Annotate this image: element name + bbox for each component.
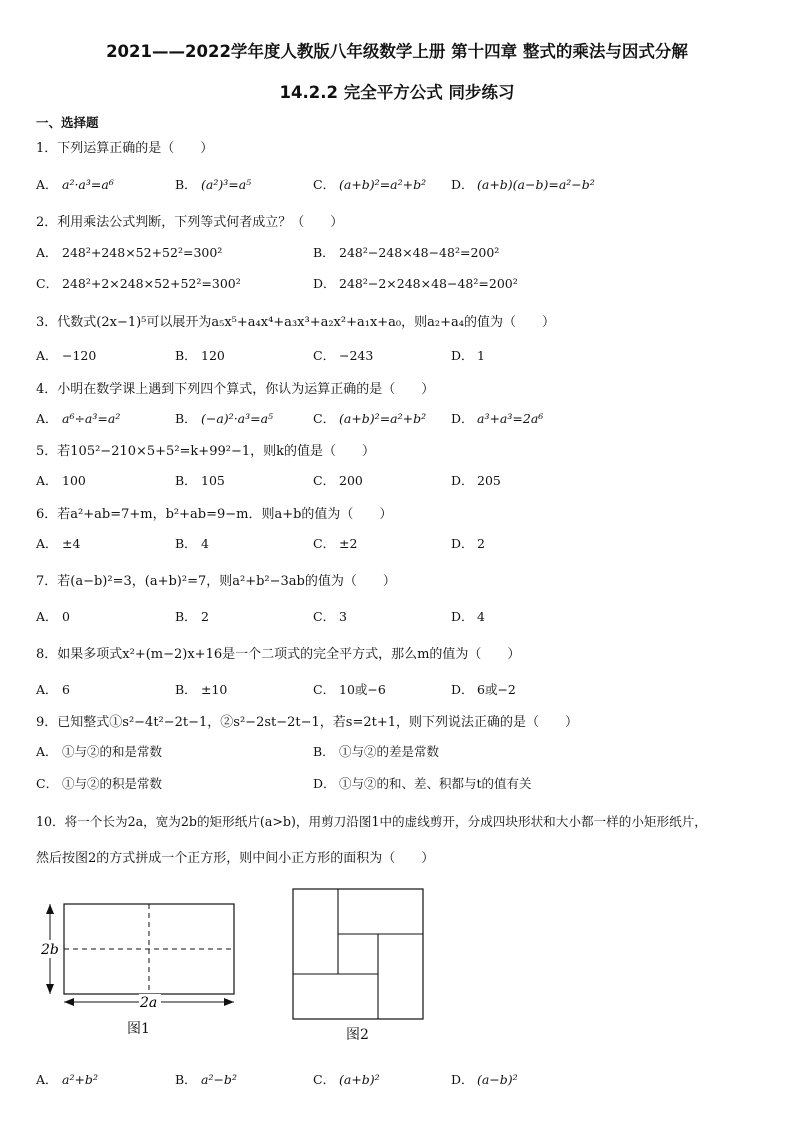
question-9-option-c: C． ①与②的积是常数 [36, 776, 163, 791]
question-8-option-c: C． 10或−6 [313, 682, 386, 697]
question-2-option-c: C． 248²+2×248×52+52²=300² [36, 276, 241, 291]
figure-2-outer-square [293, 889, 423, 1019]
question-3-option-b: B． 120 [175, 348, 225, 363]
figure-1-diagram [40, 890, 250, 1020]
question-4-stem: 4．小明在数学课上遇到下列四个算式，你认为运算正确的是（ ） [36, 382, 435, 397]
question-1-option-d: D． (a+b)(a−b)=a²−b² [451, 177, 595, 192]
question-6-option-c: C． ±2 [313, 536, 358, 551]
question-10-option-b: B． a²−b² [175, 1072, 237, 1087]
question-2-option-a: A． 248²+248×52+52²=300² [36, 245, 223, 260]
question-7-option-c: C． 3 [313, 609, 347, 624]
question-6-stem: 6．若a²+ab=7+m，b²+ab=9−m．则a+b的值为（ ） [36, 507, 393, 522]
question-7-option-d: D． 4 [451, 609, 485, 624]
question-5-stem: 5．若105²−210×5+5²=k+99²−1，则k的值是（ ） [36, 444, 375, 459]
figure-1-height-arrow-bottom [46, 984, 54, 994]
question-10-option-d: D． (a−b)² [451, 1072, 518, 1087]
question-6-option-d: D． 2 [451, 536, 485, 551]
question-3-option-a: A． −120 [36, 348, 97, 363]
question-5-option-b: B． 105 [175, 473, 225, 488]
question-8-option-a: A． 6 [36, 682, 70, 697]
figure-1-height-arrow-top [46, 904, 54, 914]
question-6-option-a: A． ±4 [36, 536, 81, 551]
question-3-option-d: D． 1 [451, 348, 485, 363]
question-3-stem: 3．代数式(2x−1)⁵可以展开为a₅x⁵+a₄x⁴+a₃x³+a₂x²+a₁x+a₀，则a₂+a₄的值为（ ） [36, 315, 555, 330]
question-3-option-c: C． −243 [313, 348, 374, 363]
question-1-option-b: B． (a²)³=a⁵ [175, 177, 252, 192]
question-10-option-a: A． a²+b² [36, 1072, 98, 1087]
question-10-option-c: C． (a+b)² [313, 1072, 380, 1087]
question-9-option-a: A． ①与②的和是常数 [36, 744, 163, 759]
question-8-option-d: D． 6或−2 [451, 682, 516, 697]
question-2-option-b: B． 248²−248×48−48²=200² [313, 245, 500, 260]
figure-1-caption: 图1 [127, 1021, 150, 1037]
question-4-option-a: A． a⁶÷a³=a² [36, 411, 121, 426]
question-4-option-d: D． a³+a³=2a⁶ [451, 411, 544, 426]
question-7-option-a: A． 0 [36, 609, 70, 624]
question-2-option-d: D． 248²−2×248×48−48²=200² [313, 276, 518, 291]
question-9-option-d: D． ①与②的和、差、积都与t的值有关 [313, 776, 532, 791]
question-9-option-b: B． ①与②的差是常数 [313, 744, 440, 759]
question-8-option-b: B． ±10 [175, 682, 228, 697]
question-5-option-d: D． 205 [451, 473, 501, 488]
question-8-stem: 8．如果多项式x²+(m−2)x+16是一个二项式的完全平方式，那么m的值为（ ） [36, 647, 521, 662]
question-4-option-c: C． (a+b)²=a²+b² [313, 411, 427, 426]
figure-2-caption: 图2 [346, 1027, 369, 1043]
figure-2-diagram [290, 886, 426, 1022]
figure-1-width-label: 2a [140, 995, 158, 1011]
worksheet-subtitle: 14.2.2 完全平方公式 同步练习 [279, 83, 515, 102]
question-5-option-a: A． 100 [36, 473, 86, 488]
figure-1-width-arrow-right [224, 998, 234, 1006]
worksheet-title: 2021——2022学年度人教版八年级数学上册 第十四章 整式的乘法与因式分解 [106, 42, 688, 61]
question-4-option-b: B． (−a)²·a³=a⁵ [175, 411, 274, 426]
question-9-stem: 9．已知整式①s²−4t²−2t−1，②s²−2st−2t−1，若s=2t+1，则下列说法正确的是（ ） [36, 715, 579, 730]
figure-1-height-label: 2b [41, 942, 59, 958]
question-7-option-b: B． 2 [175, 609, 209, 624]
section-heading: 一、选择题 [36, 115, 99, 130]
question-5-option-c: C． 200 [313, 473, 363, 488]
question-1-option-a: A． a²·a³=a⁶ [36, 177, 114, 192]
question-6-option-b: B． 4 [175, 536, 209, 551]
question-10-stem: 10．将一个长为2a，宽为2b的矩形纸片(a>b)，用剪刀沿图1中的虚线剪开，分成四块形状和大小都一样的小矩形纸片， [36, 814, 707, 829]
question-2-stem: 2．利用乘法公式判断，下列等式何者成立？（ ） [36, 215, 344, 230]
question-10-stem-continued: 然后按图2的方式拼成一个正方形，则中间小正方形的面积为（ ） [36, 851, 435, 866]
figure-1-width-arrow-left [64, 998, 74, 1006]
question-1-stem: 1．下列运算正确的是（ ） [36, 141, 214, 156]
question-7-stem: 7．若(a−b)²=3，(a+b)²=7，则a²+b²−3ab的值为（ ） [36, 574, 396, 589]
question-1-option-c: C． (a+b)²=a²+b² [313, 177, 427, 192]
